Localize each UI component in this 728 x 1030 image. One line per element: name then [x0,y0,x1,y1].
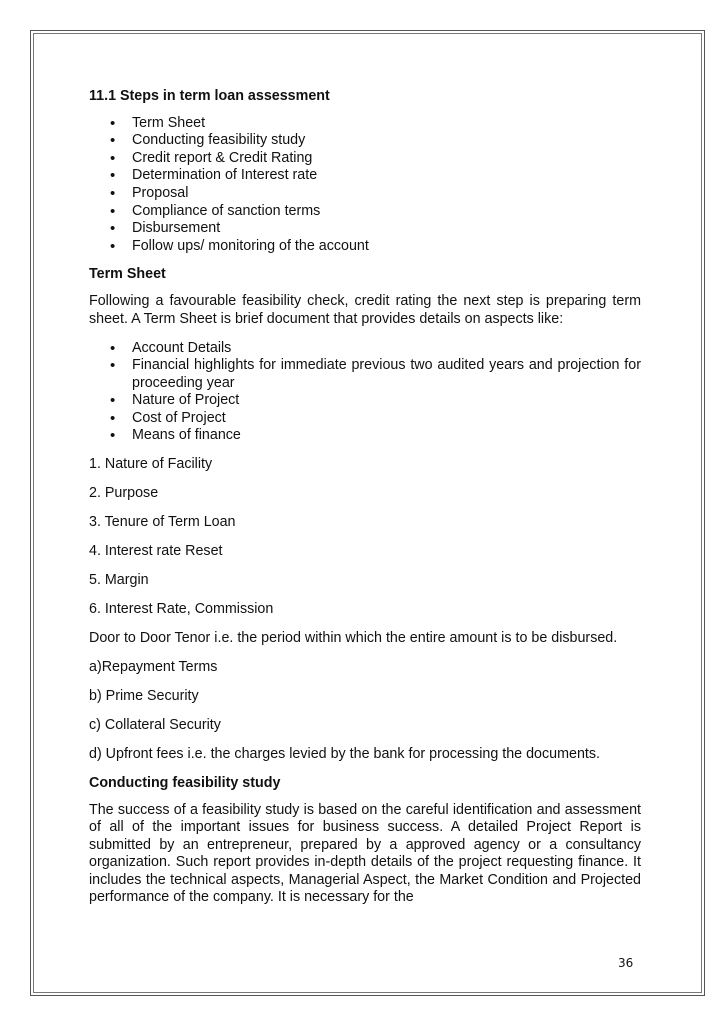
list-item: • Credit report & Credit Rating [89,150,641,168]
list-item: • Term Sheet [89,115,641,133]
numbered-item: 6. Interest Rate, Commission [89,601,274,617]
list-item: • Cost of Project [89,410,641,428]
list-item: • Proposal [89,185,641,203]
list-item: • Financial highlights for immediate previous two audited years and projection for proceeding year [89,357,641,392]
list-item: • Means of finance [89,427,641,445]
feasibility-body: The success of a feasibility study is based on the careful identification and assessment of all of the important issues for business success. A detailed Project Report is submitted by an entrepreneur, prepared by a approved agency or a consultancy organization. Such report provides in-depth details of the project requesting finance. It includes the technical aspects, Managerial Aspect, the Market Condition and Projected performance of the company. It is necessary for the [89,801,641,906]
term-sheet-heading: Term Sheet [89,266,166,283]
lettered-item: c) Collateral Security [89,716,221,733]
numbered-item: 5. Margin [89,572,149,589]
door-to-door-tenor: Door to Door Tenor i.e. the period within which the entire amount is to be disbursed. [89,629,618,646]
numbered-item: 3. Tenure of Term Loan [89,514,236,531]
numbered-item: 2. Purpose [89,485,159,502]
section-title: 11.1 Steps in term loan assessment [89,88,330,104]
list-item: • Compliance of sanction terms [89,203,641,221]
feasibility-heading: Conducting feasibility study [89,774,281,791]
numbered-item: 4. Interest rate Reset [89,543,223,560]
list-item: • Nature of Project [89,392,641,410]
numbered-items [89,456,641,763]
term-sheet-intro: Following a favourable feasibility check, credit rating the next step is preparing term sheet. A Term Sheet is brief document that provides details on aspects like: [89,292,641,327]
list-item: • Follow ups/ monitoring of the account [89,238,641,256]
document-body [89,88,641,918]
list-item: • Disbursement [89,220,641,238]
page-number: 36 [618,956,634,970]
numbered-item: 1. Nature of Facility [89,456,213,473]
list-item: • Determination of Interest rate [89,167,641,185]
steps-list [89,115,641,256]
lettered-item: d) Upfront fees i.e. the charges levied by the bank for processing the documents. [89,745,601,762]
term-sheet-aspects-list [89,340,641,446]
list-item: • Account Details [89,340,641,358]
list-item: • Conducting feasibility study [89,132,641,150]
lettered-item: a)Repayment Terms [89,658,218,675]
lettered-item: b) Prime Security [89,687,199,704]
